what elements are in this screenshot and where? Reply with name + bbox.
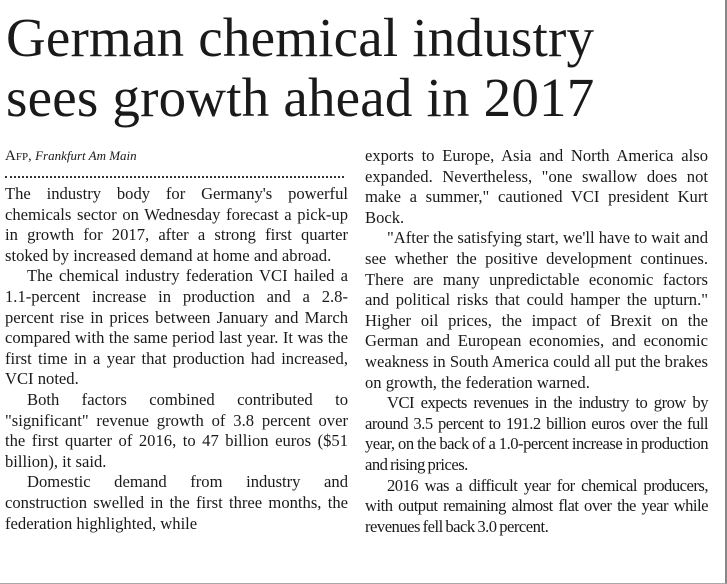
byline-location: Frankfurt Am Main bbox=[35, 148, 137, 163]
paragraph: "After the satisfying start, we'll have to wait and see whether the positive development continues. There are many unpredictable economic factors and political risks that could hamper the upturn." Higher oil prices, the impact of Brexit on the German and European economies, and economic weakness in South America could all put the brakes on growth, the federation warned. bbox=[365, 228, 708, 392]
article-column-left bbox=[5, 146, 348, 534]
paragraph: The chemical industry federation VCI hailed a 1.1-percent increase in production and a 2.8-percent rise in prices between January and March compared with the same period last year. It was the first time in a year that production had increased, VCI noted. bbox=[5, 266, 348, 389]
paragraph: Both factors combined contributed to "significant" revenue growth of 3.8 percent over the first quarter of 2016, to 47 billion euros ($51 billion), it said. bbox=[5, 389, 348, 471]
byline-separator: , bbox=[28, 149, 32, 164]
paragraph: Domestic demand from industry and construction swelled in the first three months, the federation highlighted, while bbox=[5, 472, 348, 533]
headline bbox=[6, 8, 721, 128]
article-column-right bbox=[365, 146, 708, 537]
paragraph: exports to Europe, Asia and North America also expanded. Nevertheless, "one swallow does not make a summer," cautioned VCI president Kurt Bock. bbox=[365, 146, 708, 227]
headline-line-1: German chemical industry bbox=[6, 7, 595, 68]
headline-line-2: sees growth ahead in 2017 bbox=[6, 67, 595, 128]
byline bbox=[5, 146, 348, 166]
paragraph: 2016 was a difficult year for chemical producers, with output remaining almost flat over the year while revenues fell back 3.0 percent. bbox=[365, 475, 708, 536]
byline-agency: Afp bbox=[5, 148, 29, 164]
paragraph: VCI expects revenues in the industry to grow by around 3.5 percent to 191.2 billion euros over the full year, on the back of a 1.0-percent increase in production and rising prices. bbox=[365, 393, 708, 474]
dotted-divider bbox=[5, 166, 344, 178]
paragraph: The industry body for Germany's powerful chemicals sector on Wednesday forecast a pick-up in growth for 2017, after a strong first quarter stoked by increased demand at home and abroad. bbox=[5, 184, 348, 265]
